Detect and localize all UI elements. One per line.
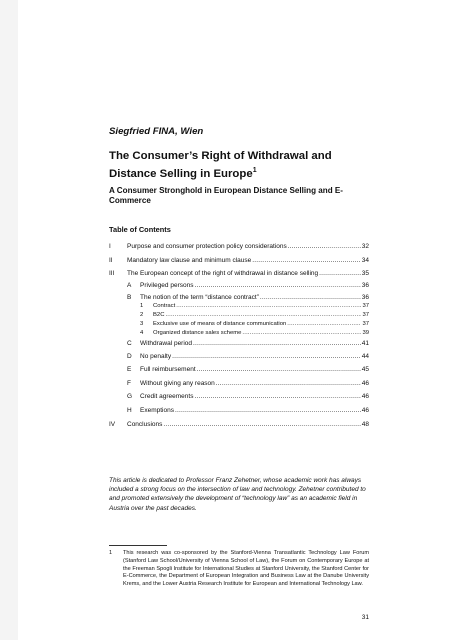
dedication-paragraph: This article is dedicated to Professor Franz Zehetner, whose academic work has always included a strong focus on the intersection of law and technology. Zehetner contributed to and promoted extensively the development of “technology law” as an academic field in Austria over the past decades.: [109, 477, 366, 512]
toc-entry-title: Mandatory law clause and minimum clause .....: [127, 256, 361, 265]
toc-entry-number: F: [127, 380, 131, 387]
toc-entry-page: 37: [362, 321, 369, 327]
document-page: [18, 0, 452, 640]
footnote-divider: [109, 545, 167, 546]
toc-entry-page: 46: [361, 380, 369, 387]
toc-entry-number: G: [127, 393, 133, 400]
toc-entry-number: 1: [140, 303, 144, 309]
toc-entry: [127, 379, 369, 388]
toc-entry: [109, 420, 369, 429]
article-title-text: The Consumer’s Right of Withdrawal and Distance Selling in Europe: [109, 150, 332, 180]
toc-entry: [109, 256, 369, 265]
toc-entry-title: The notion of the term “distance contract” .....: [140, 293, 361, 302]
footnote-text: This research was co-sponsored by the Stanford-Vienna Transatlantic Technology Law Forum (Stanford Law School/University of Vienna School of Law), the Forum on Contemporary Europe at the Freeman Spogli Institute for International Studies at Stanford University, the Stanford Center for E-Commerce, the Department of European Integration and Business Law at the Danube University Krems, and the Lower Austria Research Institute for European and International Technology Law.: [123, 550, 369, 588]
toc-entry: [127, 392, 369, 401]
toc-entry: [127, 406, 369, 415]
author-line: Siegfried FINA, Wien: [109, 126, 204, 137]
toc-entry-title: The European concept of the right of withdrawal in distance selling .....: [127, 269, 361, 278]
toc-entry-page: 46: [361, 407, 369, 414]
toc-entry-page: 48: [361, 421, 369, 428]
toc-entry-page: 36: [361, 282, 369, 289]
toc-entry-page: 39: [362, 330, 369, 336]
footnote: [109, 550, 369, 589]
toc-entry: [127, 293, 369, 302]
toc-entry: [109, 269, 369, 278]
toc-entry-number: 4: [140, 330, 144, 336]
toc-entry-number: IV: [109, 421, 116, 428]
toc-entry-number: D: [127, 353, 132, 360]
toc-entry-number: A: [127, 282, 132, 289]
toc-entry: [140, 302, 369, 311]
toc-entry-page: 45: [361, 366, 369, 373]
toc-entry-number: E: [127, 366, 132, 373]
toc-entry-page: 46: [361, 393, 369, 400]
toc-entry-number: I: [109, 243, 111, 250]
toc-heading: Table of Contents: [109, 225, 171, 234]
toc-entry-number: III: [109, 270, 115, 277]
toc-entry: [140, 320, 369, 329]
toc-entry-number: II: [109, 257, 113, 264]
toc-entry: [109, 242, 369, 251]
toc-entry-number: 3: [140, 321, 144, 327]
toc-entry-page: 35: [361, 270, 369, 277]
toc-entry-number: B: [127, 294, 132, 301]
toc-entry-title: Without giving any reason .....: [140, 379, 361, 388]
title-footnote-marker: 1: [252, 166, 257, 174]
toc-entry-title: Withdrawal period .....: [140, 339, 361, 348]
article-subtitle: A Consumer Stronghold in European Distance Selling and E-Commerce: [109, 186, 343, 205]
toc-entry-title: Conclusions .....: [127, 420, 361, 429]
toc-entry-page: 36: [361, 294, 369, 301]
toc-entry: [127, 352, 369, 361]
toc-entry-title: No penalty .....: [140, 352, 361, 361]
footnote-number: 1: [109, 550, 113, 556]
toc-entry-title: Credit agreements .....: [140, 392, 361, 401]
toc-entry-number: C: [127, 340, 132, 347]
toc-entry-title: Full reimbursement .....: [140, 365, 361, 374]
toc-entry-title: Privileged persons .....: [140, 281, 361, 290]
toc-entry: [140, 329, 369, 338]
toc-entry: [140, 311, 369, 320]
toc-entry-title: Exclusive use of means of distance communication .....: [153, 320, 361, 329]
toc-entry-page: 44: [361, 353, 369, 360]
toc-entry-title: Exemptions .....: [140, 406, 361, 415]
toc-entry-page: 37: [362, 312, 369, 318]
toc-entry-number: H: [127, 407, 132, 414]
toc-entry-page: 34: [361, 257, 369, 264]
toc-entry-title: B2C .....: [153, 311, 361, 320]
toc-entry-number: 2: [140, 312, 144, 318]
toc-entry: [127, 281, 369, 290]
toc-entry-title: Contract .....: [153, 302, 361, 311]
toc-entry-page: 32: [361, 243, 369, 250]
toc-entry-title: Purpose and consumer protection policy considerations .....: [127, 242, 361, 251]
toc-entry: [127, 339, 369, 348]
toc-entry: [127, 365, 369, 374]
toc-entry-title: Organized distance sales scheme .....: [153, 329, 361, 338]
toc-entry-page: 37: [362, 303, 369, 309]
toc-entry-page: 41: [361, 340, 369, 347]
article-title: [109, 150, 369, 181]
page-number: 31: [361, 614, 369, 621]
